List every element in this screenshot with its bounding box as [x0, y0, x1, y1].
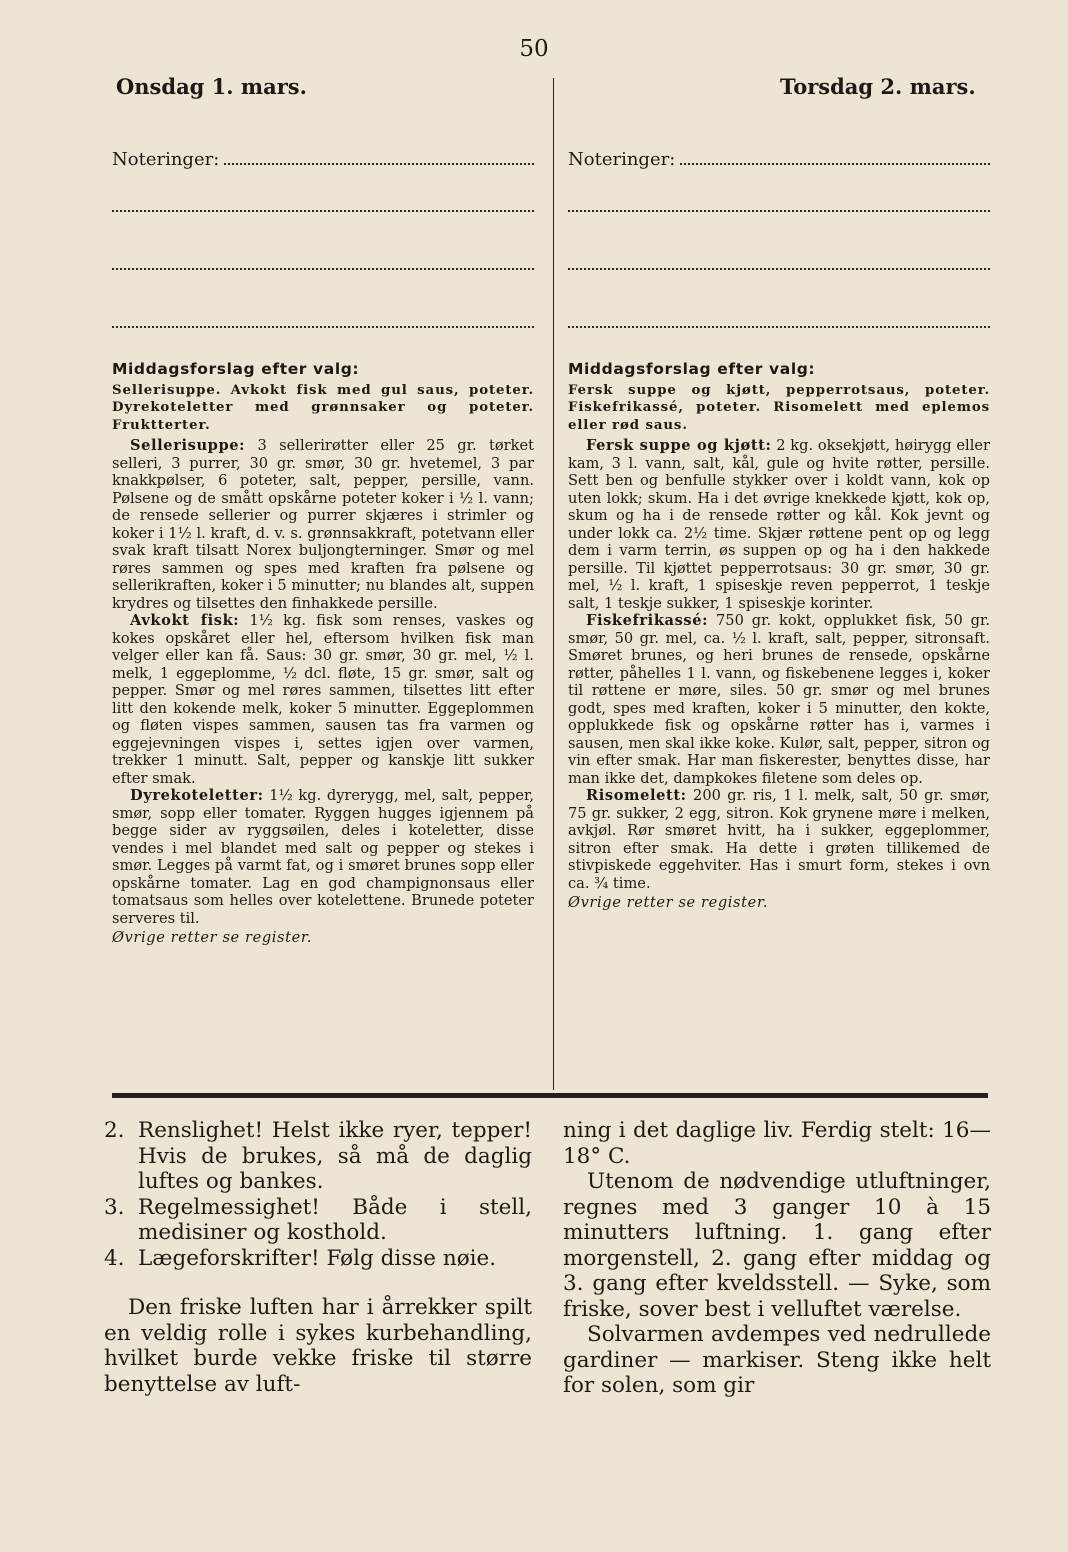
- right-menu-heading: Middagsforslag efter valg:: [568, 360, 816, 378]
- recipe-name: Risomelett:: [586, 787, 687, 804]
- fresh-air-paragraph: Den friske luften har i årrekker spilt en veldig rolle i sykes kurbehandling, hvilket burde vekke friske til større benyttelse av luft-: [104, 1295, 532, 1397]
- recipe-name: Dyrekoteletter:: [130, 787, 264, 804]
- tip-item: [104, 1118, 532, 1195]
- left-column: [112, 146, 534, 946]
- recipe-name: Fiskefrikassé:: [586, 612, 709, 629]
- tip-number: 2.: [104, 1118, 125, 1143]
- temperature-paragraph: ning i det daglige liv. Ferdig stelt: 16—18° C.: [563, 1118, 991, 1169]
- tip-number: 3.: [104, 1194, 125, 1220]
- right-day-heading: Torsdag 2. mars.: [780, 74, 976, 99]
- left-closing-note: Øvrige retter se register.: [112, 929, 313, 946]
- tip-text: Regelmessighet! Både i stell, medisiner og kosthold.: [138, 1194, 532, 1245]
- right-recipe-3: [568, 787, 990, 892]
- left-menu: [112, 361, 534, 947]
- right-notes-line: [568, 326, 990, 328]
- spacer: [104, 1271, 532, 1295]
- recipe-text: 3 sellerirøtter eller 25 gr. tørket selleri, 3 purrer, 30 gr. smør, 30 gr. hvetemel, 3 par knakkpølser, 6 poteter, salt, pepper, persille, vann. Pølsene og de smått opskårne poteter koker i ½ l. vann; de rensede sellerier og purrer skjæres i strimler og koker i 1½ l. kraft, d. v. s. grønnsakkraft, potetvann eller svak kraft tilsatt Norex buljongterninger. Smør og mel røres sammen og spes med kraften fra pølsene og sellerikraften, koker i 5 minutter; nu blandes alt, suppen krydres og tilsettes den finhakkede persille.: [112, 437, 534, 612]
- sun-paragraph: Solvarmen avdempes ved nedrullede gardiner — markiser. Steng ikke helt for solen, som gir: [563, 1322, 991, 1398]
- ventilation-paragraph: Utenom de nødvendige utluftninger, regnes med 3 ganger 10 à 15 minutters luftning. 1. gang efter morgenstell, 2. gang efter middag og 3. gang efter kveldsstell. — Syke, som friske, sover best i velluftet værelse.: [563, 1169, 991, 1322]
- right-recipe-1: [568, 437, 990, 612]
- tip-text: Lægeforskrifter! Følg disse nøie.: [138, 1245, 497, 1271]
- right-menu-summary: Fersk suppe og kjøtt, pepperrotsaus, poteter. Fiskefrikassé, poteter. Risomelett med eplemos eller rød saus.: [568, 382, 990, 433]
- right-notes-label: Noteringer:: [568, 149, 676, 170]
- tip-item: [104, 1246, 532, 1272]
- right-menu: [568, 361, 990, 912]
- recipe-text: 2 kg. oksekjøtt, høirygg eller kam, 3 l. vann, salt, kål, gule og hvite røtter, persille. Sett ben og benfulle stykker over i koldt vann, kok op uten lokk; skum. Ha i det øvrige knekkede kjøtt, kok op, skum og ha i de rensede røtter og kål. Kok jevnt og under lokk ca. 2½ time. Skjær røttene pent op og legg dem i varm terrin, øs suppen op og ha i den hakkede persille. Til kjøttet pepperrotsaus: 30 gr. smør, 30 gr. mel, ½ l. kraft, 1 spiseskje reven pepperrot, 1 teskje salt, 1 teskje sukker, 1 spiseskje korinter.: [568, 437, 990, 612]
- right-closing-note: Øvrige retter se register.: [568, 894, 769, 911]
- right-notes-row: [568, 146, 990, 170]
- left-notes-line: [112, 210, 534, 212]
- left-menu-heading: Middagsforslag efter valg:: [112, 360, 360, 378]
- right-recipe-2: [568, 612, 990, 787]
- left-notes-label: Noteringer:: [112, 149, 220, 170]
- left-menu-summary: Sellerisuppe. Avkokt fisk med gul saus, poteter. Dyrekoteletter med grønnsaker og poteter. Fruktterter.: [112, 382, 534, 433]
- page-number: 50: [519, 36, 549, 62]
- tip-item: [104, 1195, 532, 1246]
- lower-right-column: [563, 1118, 991, 1399]
- tip-number: 4.: [104, 1245, 125, 1271]
- recipe-text: 200 gr. ris, 1 l. melk, salt, 50 gr. smør, 75 gr. sukker, 2 egg, sitron. Kok grynene møre i melken, avkjøl. Rør smøret hvitt, ha i sukker, eggeplommer, sitron efter smak. Ha dette i grøten tillikemed de stivpiskede eggehviter. Has i smurt form, stekes i ovn ca. ¾ time.: [568, 787, 990, 892]
- right-notes-line: [568, 210, 990, 212]
- left-day-heading: Onsdag 1. mars.: [116, 74, 307, 99]
- recipe-name: Avkokt fisk:: [130, 612, 240, 629]
- right-notes-line: [568, 268, 990, 270]
- recipe-text: 1½ kg. dyrerygg, mel, salt, pepper, smør, sopp eller tomater. Ryggen hugges igjennem på begge sider av ryggsøilen, deles i koteletter, disse vendes i mel blandet med salt og pepper og stekes i smør. Legges på varmt fat, og i smøret brunes sopp eller opskårne tomater. Lag en god champignonsaus eller tomatsaus som helles over kotelettene. Brunede poteter serveres til.: [112, 787, 534, 927]
- right-column: [568, 146, 990, 911]
- tip-text: Renslighet! Helst ikke ryer, tepper! Hvis de brukes, så må de daglig luftes og bankes.: [138, 1118, 532, 1194]
- column-divider: [553, 78, 554, 1090]
- left-recipe-2: [112, 612, 534, 787]
- left-notes-dotted-line: [224, 163, 534, 165]
- left-notes-line: [112, 268, 534, 270]
- right-notes-dotted-line: [680, 163, 990, 165]
- section-divider: [112, 1093, 988, 1098]
- left-recipe-3: [112, 787, 534, 927]
- recipe-name: Fersk suppe og kjøtt:: [586, 437, 772, 454]
- recipe-text: 1½ kg. fisk som renses, vaskes og kokes opskåret eller hel, eftersom hvilken fisk man velger eller kan få. Saus: 30 gr. smør, 30 gr. mel, ½ l. melk, 1 eggeplomme, ½ dcl. fløte, 15 gr. smør, salt og pepper. Smør og mel røres sammen, tilsettes litt efter litt den kokende melk, koker 5 minutter. Eggeplommen og fløten vispes sammen, sausen tas fra varmen og eggejevningen vispes i, settes igjen over varmen, trekker 1 minutt. Salt, pepper og kanskje litt sukker efter smak.: [112, 612, 534, 787]
- lower-left-column: [104, 1118, 532, 1397]
- left-notes-row: [112, 146, 534, 170]
- left-notes-line: [112, 326, 534, 328]
- recipe-name: Sellerisuppe:: [130, 437, 246, 454]
- recipe-text: 750 gr. kokt, opplukket fisk, 50 gr. smør, 50 gr. mel, ca. ½ l. kraft, salt, pepper, sitronsaft. Smøret brunes, og heri brunes de rensede, opskårne røtter, påhelles 1 l. vann, og fiskebenene legges i, koker til røttene er møre, siles. 50 gr. smør og mel brunes godt, spes med kraften, koker i 5 minutter, den kokte, opplukkede fisk og opskårne røtter has i, varmes i sausen, men skal ikke koke. Kulør, salt, pepper, sitron og vin efter smak. Har man fiskerester, benyttes disse, har man ikke det, dampkokes filetene som deles op.: [568, 612, 990, 787]
- left-recipe-1: [112, 437, 534, 612]
